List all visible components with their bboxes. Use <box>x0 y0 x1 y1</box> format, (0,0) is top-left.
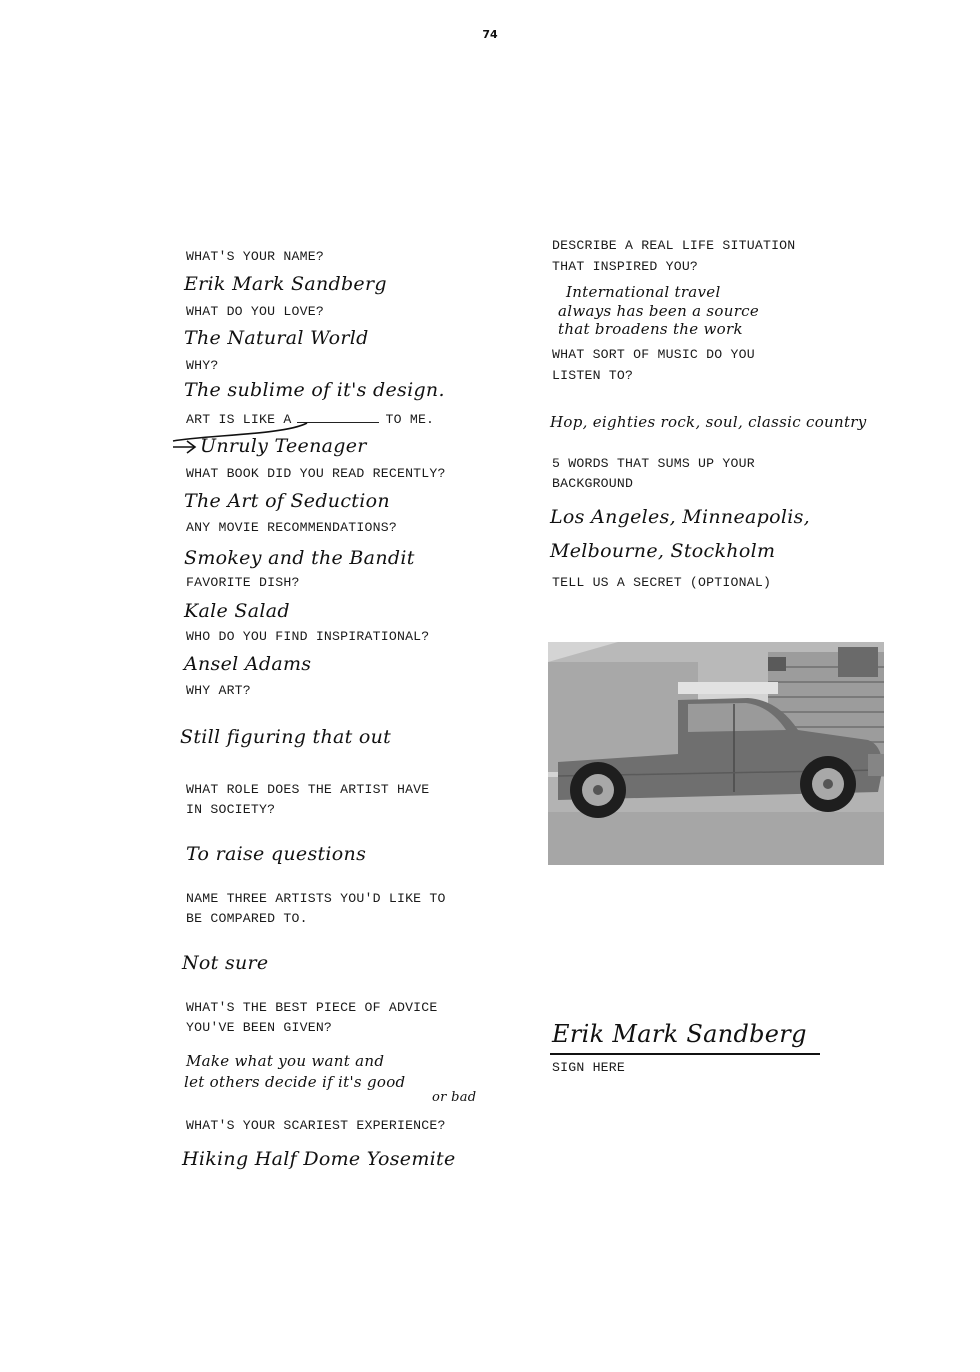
answer-book: The Art of Seduction <box>184 490 390 512</box>
answer-five-words-line1: Los Angeles, Minneapolis, <box>550 506 810 528</box>
question-music-line1: WHAT SORT OF MUSIC DO YOU <box>552 347 755 362</box>
question-real-life-line1: DESCRIBE A REAL LIFE SITUATION <box>552 238 796 253</box>
answer-real-life-line1: International travel <box>566 283 721 301</box>
answer-three-artists: Not sure <box>182 952 269 974</box>
question-five-words-line2: BACKGROUND <box>552 476 634 491</box>
question-three-artists-line1: NAME THREE ARTISTS YOU'D LIKE TO <box>186 891 446 906</box>
question-movie: ANY MOVIE RECOMMENDATIONS? <box>186 520 397 535</box>
question-art-is-like-start: ART IS LIKE A <box>186 412 292 427</box>
question-secret: TELL US A SECRET (OPTIONAL) <box>552 575 772 590</box>
question-scariest: WHAT'S YOUR SCARIEST EXPERIENCE? <box>186 1118 446 1133</box>
question-name: WHAT'S YOUR NAME? <box>186 249 324 264</box>
answer-real-life-line2: always has been a source <box>558 302 760 320</box>
answer-real-life-line3: that broadens the work <box>558 320 743 338</box>
answer-love: The Natural World <box>184 327 369 349</box>
question-advice-line2: YOU'VE BEEN GIVEN? <box>186 1020 333 1035</box>
question-advice-line1: WHAT'S THE BEST PIECE OF ADVICE <box>186 1000 438 1015</box>
question-inspirational: WHO DO YOU FIND INSPIRATIONAL? <box>186 629 430 644</box>
answer-dish: Kale Salad <box>184 600 290 622</box>
answer-music: Hop, eighties rock, soul, classic country <box>550 413 867 431</box>
question-why: WHY? <box>186 358 219 373</box>
answer-movie: Smokey and the Bandit <box>184 547 415 569</box>
question-dish: FAVORITE DISH? <box>186 575 300 590</box>
question-music-line2: LISTEN TO? <box>552 368 634 383</box>
signature-handwritten: Erik Mark Sandberg <box>552 1020 807 1048</box>
question-art-is-like-end: TO ME. <box>385 412 435 427</box>
answer-art-is-like: Unruly Teenager <box>200 435 367 457</box>
sign-here-label: SIGN HERE <box>552 1060 626 1075</box>
answer-advice-line1: Make what you want and <box>186 1052 385 1070</box>
answer-advice-line3: or bad <box>432 1090 477 1105</box>
question-three-artists-line2: BE COMPARED TO. <box>186 911 308 926</box>
answer-name: Erik Mark Sandberg <box>184 273 387 295</box>
question-five-words-line1: 5 WORDS THAT SUMS UP YOUR <box>552 456 755 471</box>
answer-artist-role: To raise questions <box>186 843 367 865</box>
question-artist-role-line2: IN SOCIETY? <box>186 802 276 817</box>
signature-line <box>550 1053 820 1055</box>
answer-why: The sublime of it's design. <box>184 379 445 401</box>
question-love: WHAT DO YOU LOVE? <box>186 304 324 319</box>
question-artist-role-line1: WHAT ROLE DOES THE ARTIST HAVE <box>186 782 430 797</box>
question-book: WHAT BOOK DID YOU READ RECENTLY? <box>186 466 446 481</box>
page-number: 74 <box>482 28 498 41</box>
answer-why-art: Still figuring that out <box>180 726 392 748</box>
answer-inspirational: Ansel Adams <box>184 653 312 675</box>
question-real-life-line2: THAT INSPIRED YOU? <box>552 259 699 274</box>
answer-advice-line2: let others decide if it's good <box>184 1073 406 1091</box>
pickup-truck-photo <box>548 642 884 865</box>
question-why-art: WHY ART? <box>186 683 251 698</box>
answer-five-words-line2: Melbourne, Stockholm <box>550 540 776 562</box>
answer-scariest: Hiking Half Dome Yosemite <box>182 1148 456 1170</box>
